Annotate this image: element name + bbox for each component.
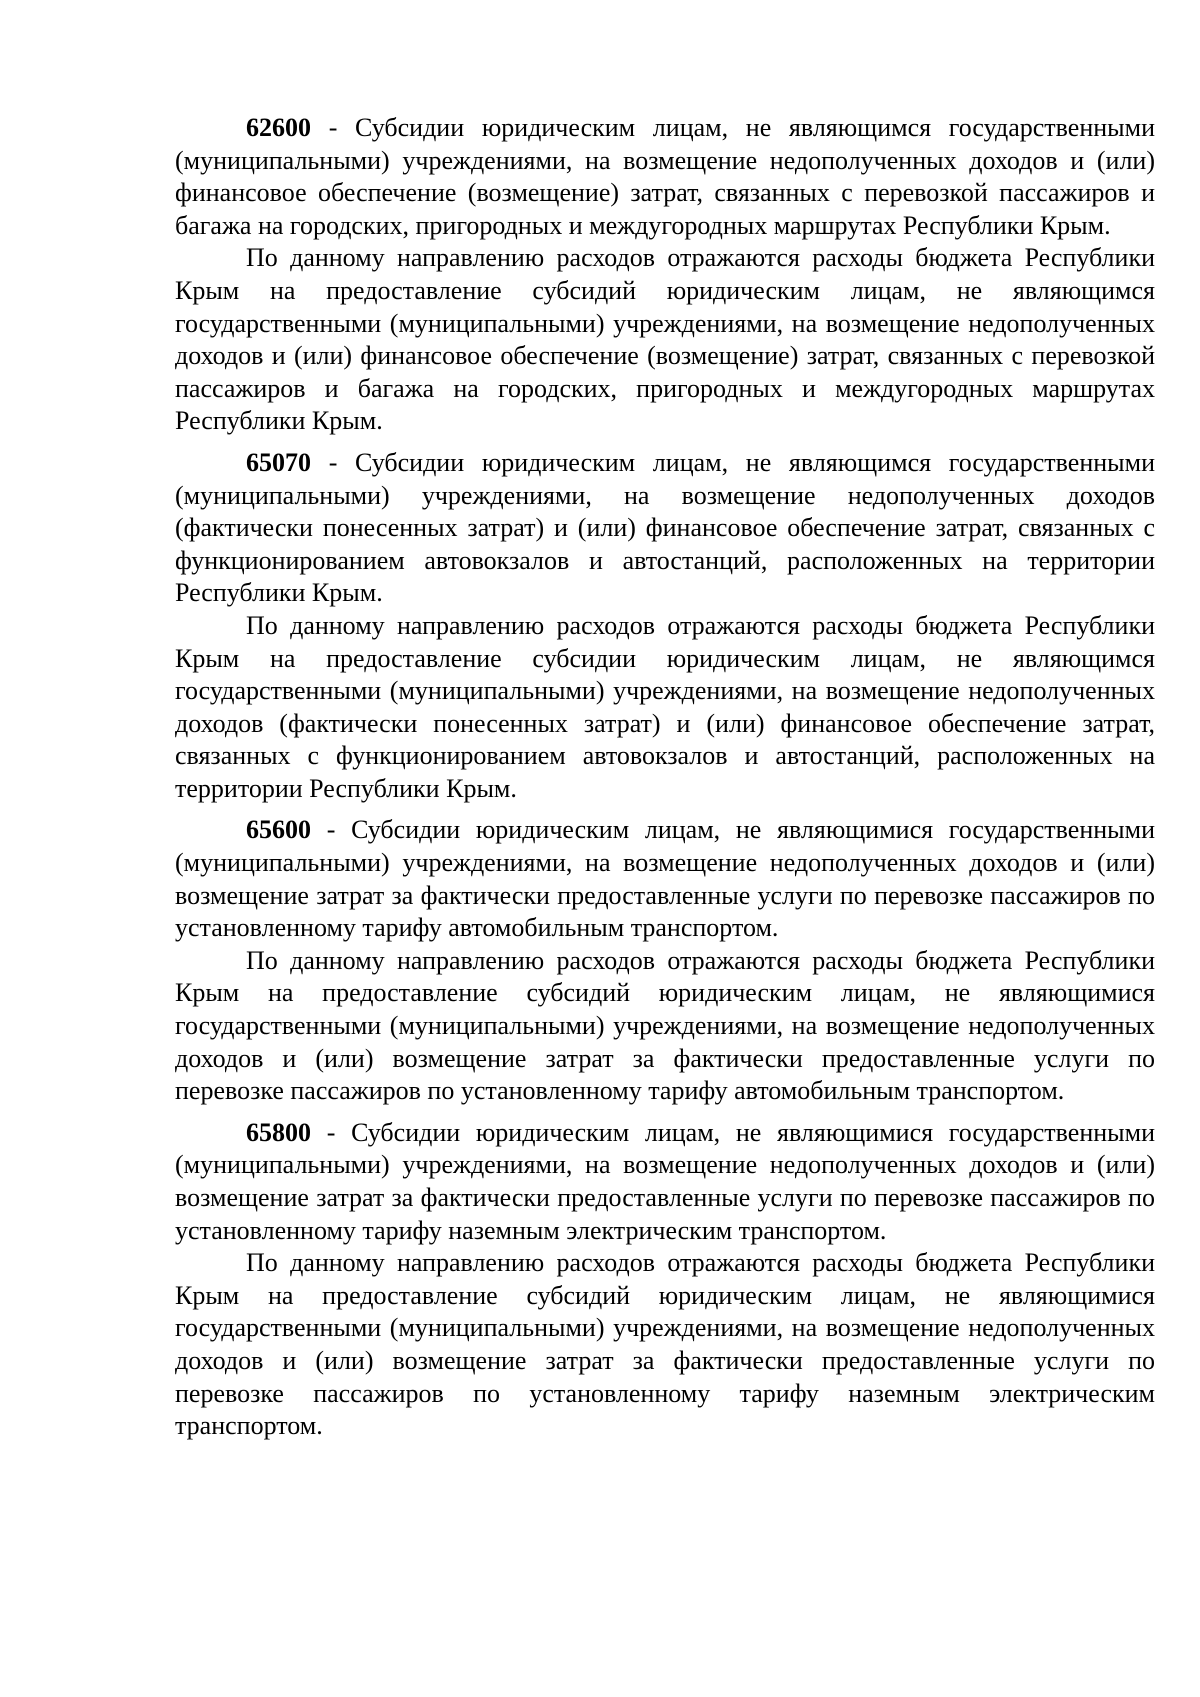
section-description: По данному направлению расходов отражаются расходы бюджета Республики Крым на предоставление субсидий юридическим лицам, не являющимся государственными (муниципальными) учреждениями, на возмещение недополученных доходов и (или) финансовое обеспечение (возмещение) затрат, связанных с перевозкой пассажиров и багажа на городских, пригородных и междугородных маршрутах Республики Крым.	[175, 243, 1155, 436]
section-heading	[175, 112, 1155, 242]
section-65600	[175, 814, 1155, 1107]
section-title: - Субсидии юридическим лицам, не являющимся государственными (муниципальными) учреждениями, на возмещение недополученных доходов и (или) финансовое обеспечение (возмещение) затрат, связанных с перевозкой пассажиров и багажа на городских, пригородных и междугородных маршрутах Республики Крым.	[175, 113, 1155, 240]
section-heading	[175, 814, 1155, 944]
section-65070	[175, 447, 1155, 806]
section-code: 65070	[246, 447, 311, 477]
section-heading	[175, 1117, 1155, 1247]
section-description: По данному направлению расходов отражаются расходы бюджета Республики Крым на предоставление субсидий юридическим лицам, не являющимися государственными (муниципальными) учреждениями, на возмещение недополученных доходов и (или) возмещение затрат за фактически предоставленные услуги по перевозке пассажиров по установленному тарифу автомобильным транспортом.	[175, 945, 1155, 1106]
section-title: - Субсидии юридическим лицам, не являющимися государственными (муниципальными) учреждениями, на возмещение недополученных доходов и (или) возмещение затрат за фактически предоставленные услуги по перевозке пассажиров по установленному тарифу автомобильным транспортом.	[175, 815, 1155, 943]
section-code: 65600	[246, 815, 311, 845]
document-page	[175, 112, 1155, 1452]
section-62600	[175, 112, 1155, 438]
section-title: - Субсидии юридическим лицам, не являющимися государственными (муниципальными) учреждениями, на возмещение недополученных доходов и (или) возмещение затрат за фактически предоставленные услуги по перевозке пассажиров по установленному тарифу наземным электрическим транспортом.	[175, 1117, 1155, 1245]
section-description: По данному направлению расходов отражаются расходы бюджета Республики Крым на предоставление субсидий юридическим лицам, не являющимися государственными (муниципальными) учреждениями, на возмещение недополученных доходов и (или) возмещение затрат за фактически предоставленные услуги по перевозке пассажиров по установленному тарифу наземным электрическим транспортом.	[175, 1248, 1155, 1441]
section-code: 62600	[246, 113, 311, 142]
section-heading	[175, 447, 1155, 610]
section-title: - Субсидии юридическим лицам, не являющимся государственными (муниципальными) учреждениями, на возмещение недополученных доходов (фактически понесенных затрат) и (или) финансовое обеспечение затрат, связанных с функционированием автовокзалов и автостанций, расположенных на территории Республики Крым.	[175, 447, 1155, 608]
section-description: По данному направлению расходов отражаются расходы бюджета Республики Крым на предоставление субсидии юридическим лицам, не являющимся государственными (муниципальными) учреждениями, на возмещение недополученных доходов (фактически понесенных затрат) и (или) финансовое обеспечение затрат, связанных с функционированием автовокзалов и автостанций, расположенных на территории Республики Крым.	[175, 610, 1155, 803]
section-code: 65800	[246, 1117, 311, 1147]
section-65800	[175, 1117, 1155, 1443]
